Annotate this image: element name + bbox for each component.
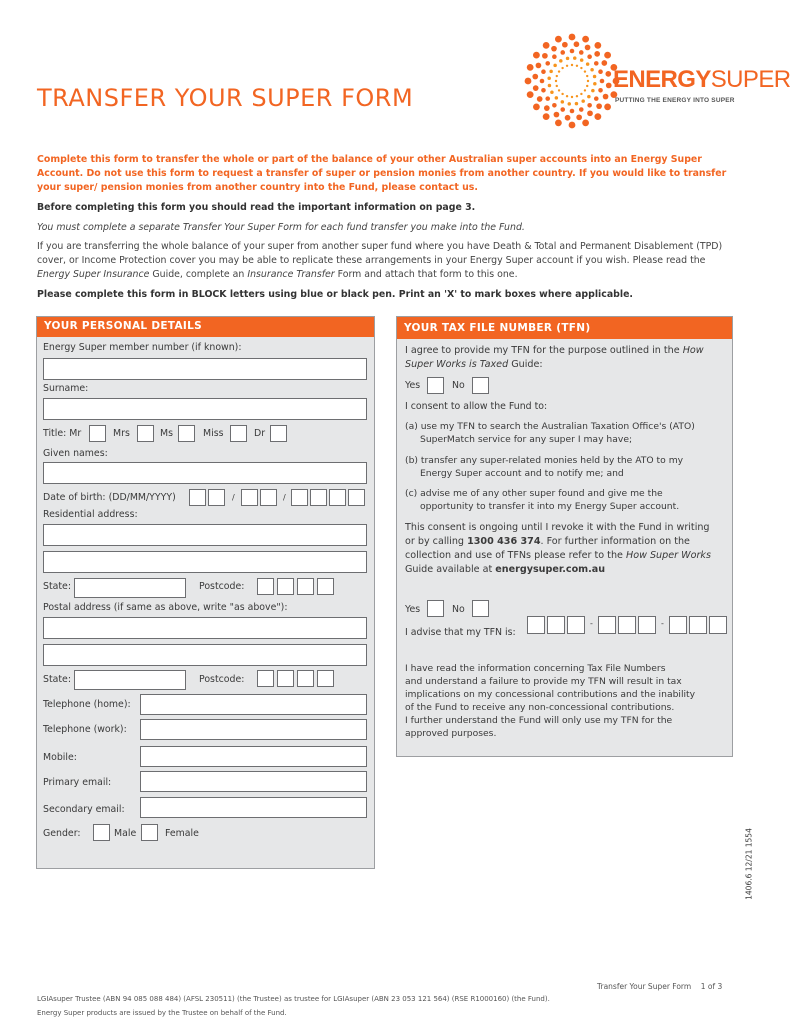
logo-dot: [580, 67, 582, 69]
logo-dot: [606, 83, 612, 89]
dob-label: Date of birth: (DD/MM/YYYY): [43, 492, 176, 503]
consent-item-a-line-2: SuperMatch service for any super I may have;: [420, 434, 633, 445]
agree-no-checkbox[interactable]: [472, 377, 489, 394]
surname-label: Surname:: [43, 383, 89, 394]
insurance-note-text-3: Form and attach that form to this one.: [334, 269, 518, 280]
document-code-text: 1406.6 12/21 1554: [744, 828, 754, 900]
logo-energy: ENERGY: [613, 66, 711, 93]
title-mrs-checkbox[interactable]: [137, 425, 154, 442]
logo-dot: [600, 79, 605, 84]
provide-yes-label: Yes: [405, 604, 421, 615]
insurance-form-name: Insurance Transfer: [247, 269, 335, 280]
consent-item-b-line-2: Energy Super account and to notify me; and: [420, 468, 624, 479]
title-miss-checkbox[interactable]: [230, 425, 247, 442]
logo-dot: [533, 103, 540, 110]
logo-dot: [581, 99, 585, 103]
logo-dot: [566, 65, 568, 67]
logo-dot: [569, 34, 576, 41]
logo-dot: [553, 64, 557, 68]
logo-dot: [594, 61, 599, 66]
primary-email-field[interactable]: [140, 771, 367, 792]
logo-dot: [576, 65, 578, 67]
tfn-acknowledgement: [405, 662, 730, 740]
logo-dot: [532, 74, 538, 80]
tfn-digit-3[interactable]: [567, 616, 585, 634]
dob-month-2[interactable]: [260, 489, 277, 506]
tfn-ack-line-1: I have read the information concerning Tax File Numbers: [405, 663, 666, 674]
dob-separator-1: /: [232, 493, 235, 502]
logo-dot: [584, 89, 586, 91]
logo-dot: [542, 53, 548, 59]
dob-year-4[interactable]: [348, 489, 365, 506]
document-code: [742, 828, 756, 900]
logo-dot: [576, 95, 578, 97]
tfn-ack-line-3: implications on my concessional contributions and the inability: [405, 689, 696, 700]
logo-dot: [562, 42, 568, 48]
tfn-agree-text-2: Guide:: [508, 359, 543, 370]
logo-dot: [603, 94, 609, 100]
tfn-advise-label: I advise that my TFN is:: [405, 627, 516, 638]
telephone-work-label: Telephone (work):: [43, 724, 127, 735]
logo-dot: [543, 42, 550, 49]
logo-dot: [541, 69, 546, 74]
postal-postcode-2[interactable]: [277, 670, 294, 687]
footer-trustee: LGIAsuper Trustee (ABN 94 085 088 484) (AFSL 230511) (the Trustee) as trustee for LGIAsuper (ABN 23 053 121 564) (RSE R1000160) (the Fund).: [37, 995, 550, 1003]
gender-label: Gender:: [43, 828, 81, 839]
logo-dot: [559, 59, 563, 63]
logo-dot: [545, 61, 550, 66]
residential-postcode-label: Postcode:: [199, 581, 245, 592]
tfn-digit-4[interactable]: [598, 616, 616, 634]
logo-dot: [545, 96, 550, 101]
tfn-ack-line-6: approved purposes.: [405, 728, 497, 739]
tfn-digit-1[interactable]: [527, 616, 545, 634]
logo-dot: [566, 57, 570, 61]
separate-form-note: You must complete a separate Transfer Your Super Form for each fund transfer you make into the Fund.: [37, 222, 525, 233]
logo-dot: [555, 119, 562, 126]
dob-day-2[interactable]: [208, 489, 225, 506]
insurance-transfer-note: [37, 240, 737, 282]
tfn-agree-text-1: I agree to provide my TFN for the purpose outlined in the: [405, 345, 683, 356]
agree-yes-checkbox[interactable]: [427, 377, 444, 394]
consent-item-c-line-1: (c) advise me of any other super found and give me the: [405, 488, 663, 499]
dob-day-1[interactable]: [189, 489, 206, 506]
postal-address-label: Postal address (if same as above, write "as above"):: [43, 602, 288, 613]
gender-male-label: Male: [114, 828, 137, 839]
residential-postcode-2[interactable]: [277, 578, 294, 595]
member-number-field[interactable]: [43, 358, 367, 380]
postal-state-field[interactable]: [74, 670, 186, 690]
tfn-digit-8[interactable]: [689, 616, 707, 634]
logo-dot: [582, 119, 589, 126]
logo-dot: [550, 90, 554, 94]
logo-dot: [586, 85, 588, 87]
logo-dot: [574, 41, 580, 47]
postal-state-label: State:: [43, 674, 71, 685]
logo-dot: [601, 60, 607, 66]
telephone-work-field[interactable]: [140, 719, 367, 740]
logo-dot: [533, 52, 540, 59]
secondary-email-label: Secondary email:: [43, 804, 125, 815]
gender-female-checkbox[interactable]: [141, 824, 158, 841]
gender-male-checkbox[interactable]: [93, 824, 110, 841]
postal-postcode-label: Postcode:: [199, 674, 245, 685]
residential-address-line-2[interactable]: [43, 551, 367, 573]
tfn-digit-2[interactable]: [547, 616, 565, 634]
residential-postcode-3[interactable]: [297, 578, 314, 595]
tfn-heading: YOUR TAX FILE NUMBER (TFN): [397, 317, 732, 339]
logo-dot: [576, 114, 582, 120]
insurance-guide-name: Energy Super Insurance: [37, 269, 150, 280]
logo-dot: [561, 93, 563, 95]
logo-dot: [587, 80, 589, 82]
tfn-ack-line-5: I further understand the Fund will only use my TFN for the: [405, 715, 673, 726]
logo-dot: [586, 62, 590, 66]
logo-dot: [558, 70, 560, 72]
dob-year-2[interactable]: [310, 489, 327, 506]
logo-dot: [536, 63, 542, 69]
postal-postcode-3[interactable]: [297, 670, 314, 687]
logo-dot: [552, 103, 557, 108]
consent-item-b: [405, 454, 730, 480]
logo-dot: [543, 113, 550, 120]
agree-no-label: No: [452, 380, 465, 391]
logo-dot: [573, 56, 577, 60]
telephone-home-label: Telephone (home):: [43, 699, 131, 710]
logo-dot: [566, 95, 568, 97]
logo-dot: [593, 75, 597, 79]
fund-website-link[interactable]: energysuper.com.au: [495, 564, 606, 575]
title-mr-checkbox[interactable]: [89, 425, 106, 442]
mobile-label: Mobile:: [43, 752, 77, 763]
fund-phone-number: 1300 436 374: [467, 536, 541, 547]
residential-address-line-1[interactable]: [43, 524, 367, 546]
postal-postcode-1[interactable]: [257, 670, 274, 687]
logo-dot: [580, 93, 582, 95]
intro-instructions: Complete this form to transfer the whole or part of the balance of your other Australian super accounts into an Energy Super Account. Do not use this form to request a transfer of super or pension monies from another country. If you would like to transfer your super/ pension monies from another country into the Fund, please contact us.: [37, 154, 727, 193]
tfn-digit-5[interactable]: [618, 616, 636, 634]
postal-postcode-4[interactable]: [317, 670, 334, 687]
insurance-note-text-1: If you are transferring the whole balance of your super from another super fund where you have Death & Total and Permanent Disablement (TPD) cover, or Income Protection cover you may be able to replicate these arrangements in your Energy Super account if you wish. Please read the: [37, 241, 723, 266]
given-names-field[interactable]: [43, 462, 367, 484]
personal-details-heading: YOUR PERSONAL DETAILS: [37, 317, 374, 337]
member-number-label: Energy Super member number (if known):: [43, 342, 242, 353]
logo-dot: [548, 84, 552, 88]
logo-super: SUPER: [710, 66, 790, 93]
logo-dot: [555, 80, 557, 82]
secondary-email-field[interactable]: [140, 797, 367, 818]
title-dr-checkbox[interactable]: [270, 425, 287, 442]
logo-dot: [586, 75, 588, 77]
consent-item-a: [405, 420, 730, 446]
logo-dot: [598, 88, 603, 93]
agree-yes-label: Yes: [405, 380, 421, 391]
footer-page-number: Transfer Your Super Form 1 of 3: [597, 982, 723, 991]
logo-dot: [537, 96, 543, 102]
logo-dot: [571, 64, 573, 66]
logo-dot: [544, 105, 550, 111]
logo-dot: [591, 89, 595, 93]
logo-dot: [560, 107, 565, 112]
telephone-home-field[interactable]: [140, 694, 367, 715]
consent-ongoing-guide: How Super Works: [625, 550, 711, 561]
surname-field[interactable]: [43, 398, 367, 420]
logo-dot: [558, 89, 560, 91]
logo-dot: [525, 78, 532, 85]
logo-dot: [556, 85, 558, 87]
gender-female-label: Female: [165, 828, 199, 839]
mobile-field[interactable]: [140, 746, 367, 767]
logo-dot: [533, 85, 539, 91]
insurance-note-text-2: Guide, complete an: [149, 269, 248, 280]
consent-ongoing-text-1: This consent is ongoing until I revoke it with the Fund in writing or by calling: [405, 522, 710, 547]
logo-dot: [555, 36, 562, 43]
logo-dot: [560, 50, 565, 55]
title-mrs-label: Mrs: [113, 428, 130, 439]
residential-postcode-1[interactable]: [257, 578, 274, 595]
title-ms-label: Ms: [160, 428, 173, 439]
tfn-digit-7[interactable]: [669, 616, 687, 634]
logo-dot: [527, 91, 534, 98]
logo-dot: [571, 96, 573, 98]
postal-address-line-1[interactable]: [43, 617, 367, 639]
tfn-ack-line-2: and understand a failure to provide my TFN will result in tax: [405, 676, 682, 687]
residential-state-label: State:: [43, 581, 71, 592]
provide-no-checkbox[interactable]: [472, 600, 489, 617]
consent-item-a-line-1: (a) use my TFN to search the Australian Taxation Office's (ATO): [405, 421, 695, 432]
logo-dot: [604, 52, 611, 59]
provide-no-label: No: [452, 604, 465, 615]
logo-dot: [570, 49, 575, 54]
energy-super-logo: [525, 34, 790, 129]
logo-dot: [540, 79, 545, 84]
consent-item-b-line-1: (b) transfer any super-related monies held by the ATO to my: [405, 455, 684, 466]
residential-state-field[interactable]: [74, 578, 186, 598]
logo-dot: [604, 103, 611, 110]
logo-dot: [587, 103, 592, 108]
logo-dot: [555, 96, 559, 100]
page-title: TRANSFER YOUR SUPER FORM: [37, 84, 414, 112]
given-names-label: Given names:: [43, 448, 108, 459]
title-ms-checkbox[interactable]: [178, 425, 195, 442]
footer-issued: Energy Super products are issued by the Trustee on behalf of the Fund.: [37, 1009, 287, 1017]
logo-dot: [541, 88, 546, 93]
residential-postcode-4[interactable]: [317, 578, 334, 595]
postal-address-line-2[interactable]: [43, 644, 367, 666]
sun-dots-icon: [525, 34, 620, 129]
logo-dot: [585, 45, 591, 51]
consent-label: I consent to allow the Fund to:: [405, 401, 548, 412]
logo-dot: [594, 51, 600, 57]
tfn-dash-1: -: [590, 619, 593, 628]
tfn-digit-6[interactable]: [638, 616, 656, 634]
logo-dot: [596, 103, 602, 109]
logo-dot: [605, 71, 611, 77]
logo-dot: [575, 102, 579, 106]
logo-dot: [590, 68, 594, 72]
logo-dot: [547, 77, 551, 81]
tfn-agree-text: [405, 344, 730, 372]
consent-item-c: [405, 487, 730, 513]
logo-dot: [587, 95, 591, 99]
logo-dot: [593, 82, 597, 86]
block-letters-note: Please complete this form in BLOCK letters using blue or black pen. Print an 'X' to mark boxes where applicable.: [37, 289, 633, 300]
logo-dot: [527, 64, 534, 71]
logo-dot: [580, 58, 584, 62]
logo-dot: [561, 67, 563, 69]
logo-dot: [565, 115, 571, 121]
consent-ongoing-text: [405, 521, 717, 577]
logo-dot: [554, 112, 560, 118]
logo-tagline: PUTTING THE ENERGY INTO SUPER: [615, 97, 735, 104]
title-mr-label: Title: Mr: [43, 428, 82, 439]
before-completing-note: Before completing this form you should read the important information on page 3.: [37, 202, 476, 213]
logo-dot: [587, 54, 592, 59]
residential-address-label: Residential address:: [43, 509, 138, 520]
logo-dot: [556, 75, 558, 77]
logo-dot: [594, 42, 601, 49]
logo-dot: [584, 70, 586, 72]
consent-ongoing-text-2: . For further information on the collection and use of TFNs please refer to the: [405, 536, 690, 561]
dob-separator-2: /: [283, 493, 286, 502]
consent-ongoing-text-3: Guide available at: [405, 564, 496, 575]
title-dr-label: Dr: [254, 428, 266, 439]
tfn-dash-2: -: [661, 619, 664, 628]
logo-dot: [579, 107, 584, 112]
logo-dot: [551, 46, 557, 52]
logo-dot: [569, 122, 576, 129]
tfn-digit-9[interactable]: [709, 616, 727, 634]
tfn-ack-line-4: of the Fund to receive any non-concessional contributions.: [405, 702, 675, 713]
logo-dot: [587, 110, 593, 116]
dob-month-1[interactable]: [241, 489, 258, 506]
logo-dot: [594, 113, 601, 120]
tfn-agree-guide: How Super Works is Taxed: [405, 345, 704, 370]
logo-dot: [549, 70, 553, 74]
logo-wordmark: [613, 66, 790, 94]
logo-dot: [561, 100, 565, 104]
provide-yes-checkbox[interactable]: [427, 600, 444, 617]
dob-year-1[interactable]: [291, 489, 308, 506]
logo-dot: [582, 36, 589, 43]
dob-year-3[interactable]: [329, 489, 346, 506]
logo-dot: [594, 96, 599, 101]
primary-email-label: Primary email:: [43, 777, 112, 788]
logo-dot: [579, 50, 584, 55]
logo-dot: [568, 102, 572, 106]
logo-dot: [570, 109, 575, 114]
consent-item-c-line-2: opportunity to transfer it into my Energy Super account.: [420, 501, 680, 512]
logo-dot: [598, 69, 603, 74]
logo-dot: [552, 54, 557, 59]
title-miss-label: Miss: [203, 428, 224, 439]
